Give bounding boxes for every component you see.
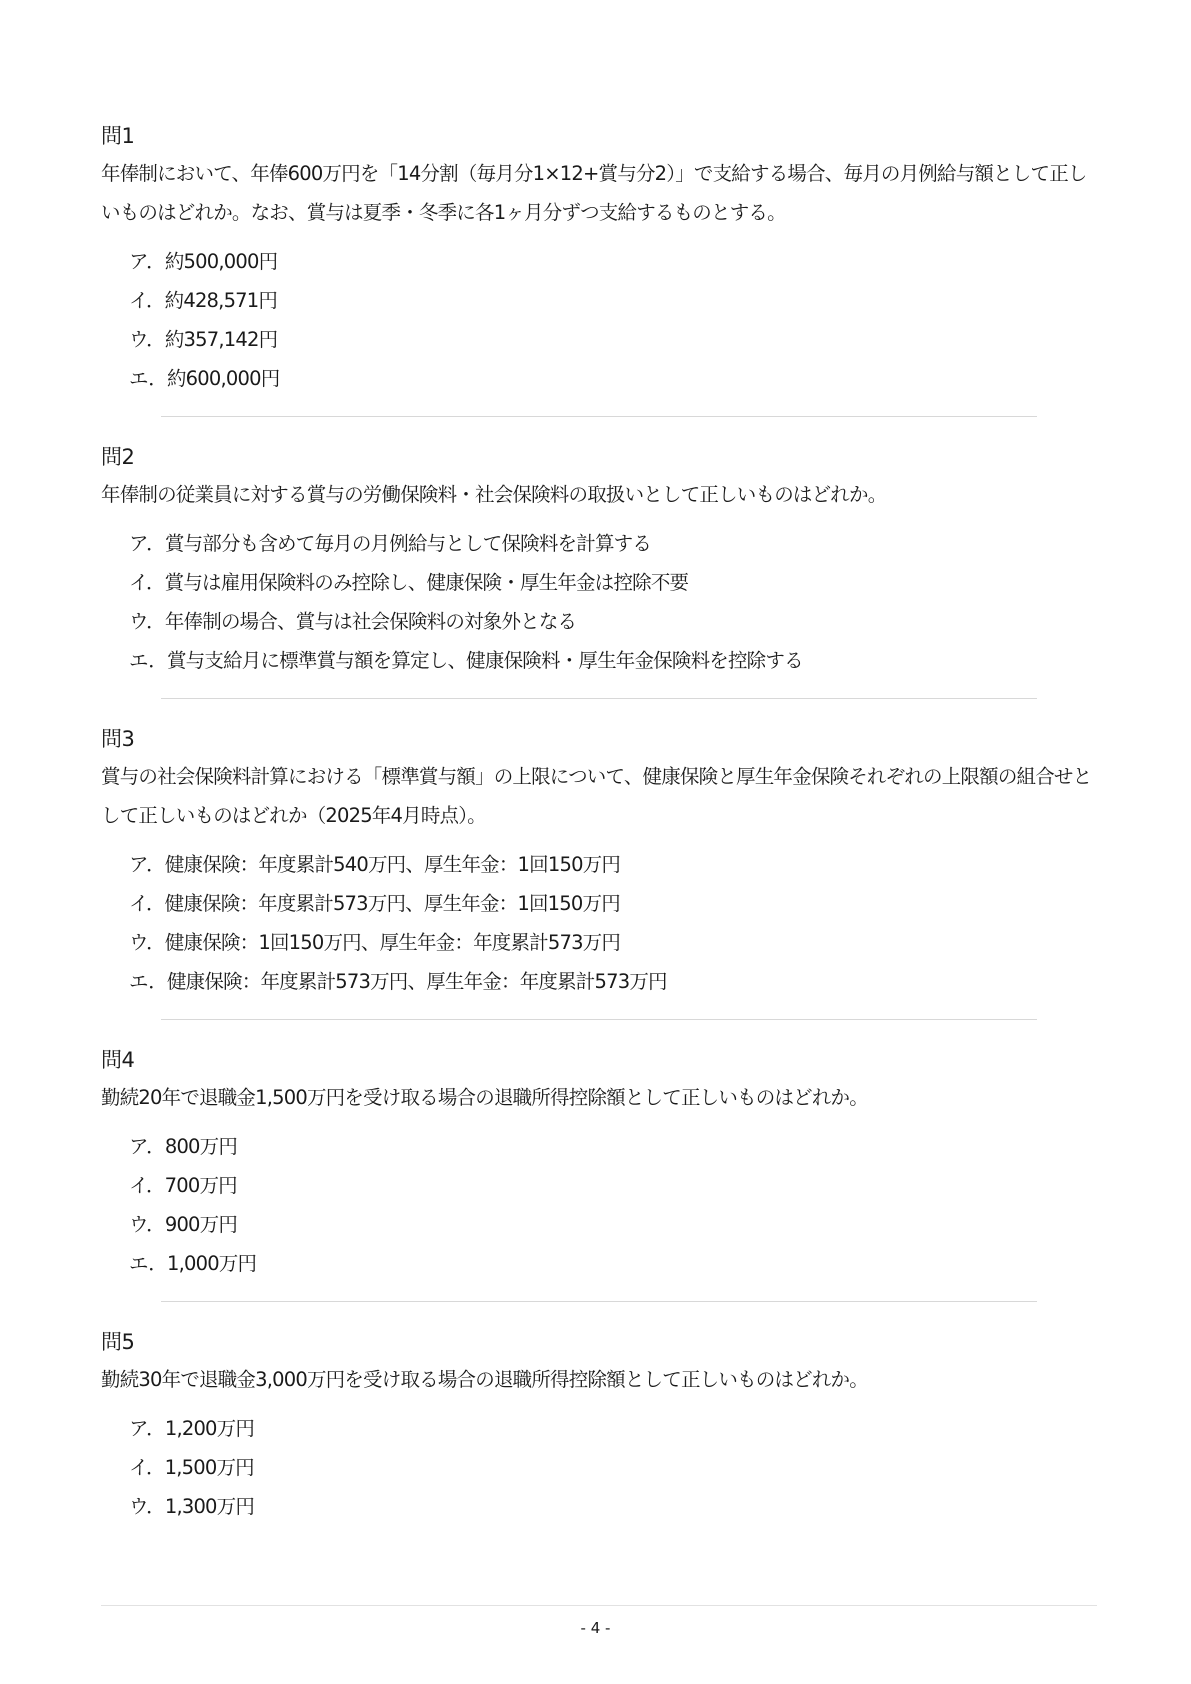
- question-title: 問2: [101, 445, 135, 469]
- answer-option: ア．約500,000円: [129, 250, 278, 273]
- answer-option: ウ．健康保険：1回150万円、厚生年金：年度累計573万円: [129, 931, 621, 954]
- question-2: [101, 439, 1097, 680]
- question-1: [101, 118, 1097, 398]
- question-4: [101, 1042, 1097, 1283]
- answer-option: ア．800万円: [129, 1135, 238, 1158]
- answer-option: イ．1,500万円: [129, 1456, 254, 1479]
- answer-option: ア．賞与部分も含めて毎月の月例給与として保険料を計算する: [129, 532, 652, 555]
- answer-option: イ．健康保険：年度累計573万円、厚生年金：1回150万円: [129, 892, 620, 915]
- answer-option: イ．約428,571円: [129, 289, 278, 312]
- answer-option: ア．1,200万円: [129, 1417, 255, 1440]
- section-divider: [161, 1019, 1037, 1020]
- question-title: 問1: [101, 124, 135, 148]
- answer-option: エ．賞与支給月に標準賞与額を算定し、健康保険料・厚生年金保険料を控除する: [129, 649, 803, 672]
- page-number: - 4 -: [580, 1619, 611, 1637]
- question-text: 勤続20年で退職金1,500万円を受け取る場合の退職所得控除額として正しいものはどれか。: [101, 1086, 868, 1109]
- answer-options: [101, 1409, 1097, 1526]
- answer-option: ア．健康保険：年度累計540万円、厚生年金：1回150万円: [129, 853, 621, 876]
- answer-option: エ．1,000万円: [129, 1252, 257, 1275]
- question-title: 問3: [101, 727, 135, 751]
- question-text: 賞与の社会保険料計算における「標準賞与額」の上限について、健康保険と厚生年金保険それぞれの上限額の組合せとして正しいものはどれか（2025年4月時点）。: [101, 765, 1092, 827]
- question-5: [101, 1324, 1097, 1526]
- answer-option: ウ．1,300万円: [129, 1495, 255, 1518]
- answer-options: [101, 242, 1097, 398]
- answer-options: [101, 524, 1097, 680]
- question-title: 問5: [101, 1330, 135, 1354]
- answer-option: ウ．約357,142円: [129, 328, 278, 351]
- question-text: 勤続30年で退職金3,000万円を受け取る場合の退職所得控除額として正しいものはどれか。: [101, 1368, 868, 1391]
- section-divider: [161, 416, 1037, 417]
- answer-option: ウ．年俸制の場合、賞与は社会保険料の対象外となる: [129, 610, 577, 633]
- question-3: [101, 721, 1097, 1001]
- answer-option: ウ．900万円: [129, 1213, 238, 1236]
- answer-options: [101, 845, 1097, 1001]
- question-text: 年俸制の従業員に対する賞与の労働保険料・社会保険料の取扱いとして正しいものはどれか。: [101, 483, 887, 506]
- answer-option: エ．健康保険：年度累計573万円、厚生年金：年度累計573万円: [129, 970, 667, 993]
- section-divider: [161, 698, 1037, 699]
- section-divider: [161, 1301, 1037, 1302]
- footer-divider: [101, 1605, 1097, 1606]
- answer-option: イ．賞与は雇用保険料のみ控除し、健康保険・厚生年金は控除不要: [129, 571, 689, 594]
- answer-option: エ．約600,000円: [129, 367, 280, 390]
- question-sheet: [101, 118, 1097, 1526]
- answer-options: [101, 1127, 1097, 1283]
- answer-option: イ．700万円: [129, 1174, 237, 1197]
- question-text: 年俸制において、年俸600万円を「14分割（毎月分1×12+賞与分2）」で支給する場合、毎月の月例給与額として正しいものはどれか。なお、賞与は夏季・冬季に各1ヶ月分ずつ支給するものとする。: [101, 162, 1087, 224]
- question-title: 問4: [101, 1048, 135, 1072]
